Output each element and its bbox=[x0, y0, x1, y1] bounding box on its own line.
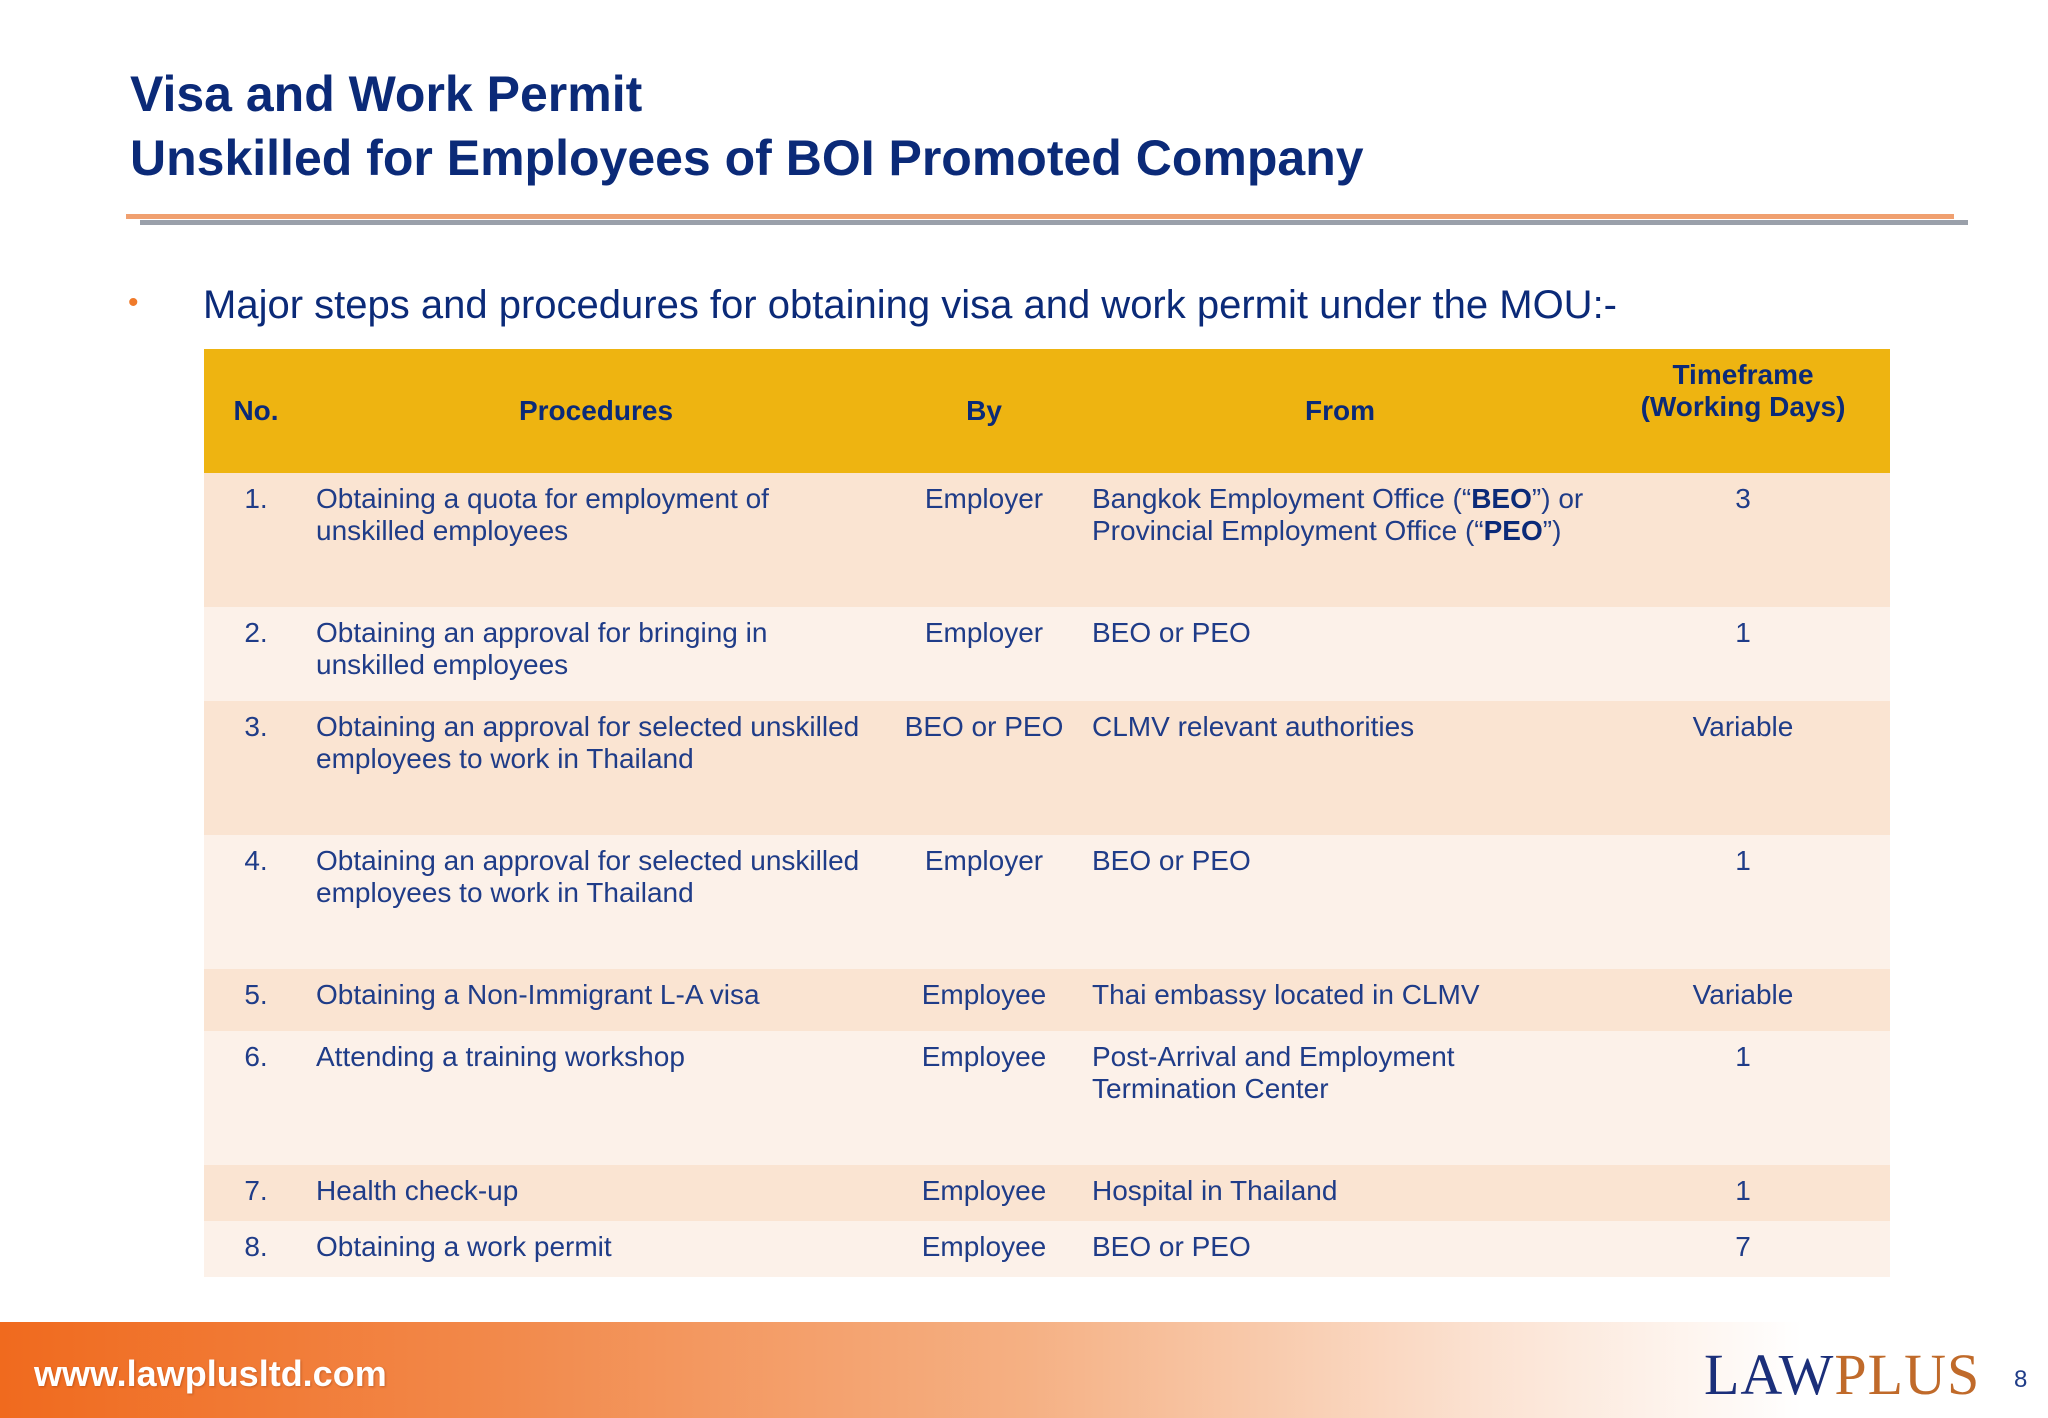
table-header-row bbox=[204, 349, 1890, 473]
row-procedure: Health check-up bbox=[308, 1165, 884, 1221]
row-by: Employer bbox=[884, 835, 1084, 969]
table-row bbox=[204, 835, 1890, 969]
slide-title bbox=[130, 62, 1364, 190]
table-row bbox=[204, 1221, 1890, 1277]
row-from: Post-Arrival and Employment Termination Center bbox=[1084, 1031, 1596, 1165]
row-number: 2. bbox=[204, 607, 308, 701]
page-number: 8 bbox=[2014, 1366, 2028, 1393]
row-procedure: Attending a training workshop bbox=[308, 1031, 884, 1165]
row-number: 3. bbox=[204, 701, 308, 835]
bullet-icon: • bbox=[128, 286, 139, 319]
header-by: By bbox=[884, 349, 1084, 473]
row-from: Bangkok Employment Office (“BEO”) or Provincial Employment Office (“PEO”) bbox=[1084, 473, 1596, 607]
row-timeframe: Variable bbox=[1596, 969, 1890, 1031]
logo-plus-text: PLUS bbox=[1834, 1342, 1981, 1407]
row-from: Thai embassy located in CLMV bbox=[1084, 969, 1596, 1031]
row-procedure: Obtaining an approval for selected unskilled employees to work in Thailand bbox=[308, 835, 884, 969]
header-timeframe-line1: Timeframe bbox=[1672, 359, 1814, 390]
row-number: 8. bbox=[204, 1221, 308, 1277]
table-row bbox=[204, 701, 1890, 835]
title-divider-gray bbox=[140, 220, 1968, 225]
row-timeframe: 3 bbox=[1596, 473, 1890, 607]
header-timeframe-line2: (Working Days) bbox=[1640, 391, 1846, 422]
row-number: 5. bbox=[204, 969, 308, 1031]
row-from: BEO or PEO bbox=[1084, 1221, 1596, 1277]
title-line-1: Visa and Work Permit bbox=[130, 66, 643, 122]
row-from: CLMV relevant authorities bbox=[1084, 701, 1596, 835]
table-body bbox=[204, 473, 1890, 1277]
table-row bbox=[204, 607, 1890, 701]
row-timeframe: 1 bbox=[1596, 1031, 1890, 1165]
procedures-table bbox=[204, 349, 1890, 1277]
row-by: BEO or PEO bbox=[884, 701, 1084, 835]
row-procedure: Obtaining an approval for bringing in unskilled employees bbox=[308, 607, 884, 701]
row-timeframe: 1 bbox=[1596, 1165, 1890, 1221]
row-by: Employee bbox=[884, 969, 1084, 1031]
table-row bbox=[204, 1165, 1890, 1221]
title-line-2: Unskilled for Employees of BOI Promoted Company bbox=[130, 130, 1364, 186]
row-procedure: Obtaining a work permit bbox=[308, 1221, 884, 1277]
row-procedure: Obtaining an approval for selected unskilled employees to work in Thailand bbox=[308, 701, 884, 835]
row-number: 7. bbox=[204, 1165, 308, 1221]
table-row bbox=[204, 1031, 1890, 1165]
row-number: 1. bbox=[204, 473, 308, 607]
table-row bbox=[204, 969, 1890, 1031]
row-from: BEO or PEO bbox=[1084, 607, 1596, 701]
row-by: Employee bbox=[884, 1031, 1084, 1165]
intro-text: Major steps and procedures for obtaining visa and work permit under the MOU:- bbox=[203, 283, 1618, 327]
row-by: Employer bbox=[884, 473, 1084, 607]
row-number: 6. bbox=[204, 1031, 308, 1165]
logo-law-text: LAW bbox=[1704, 1342, 1835, 1407]
row-by: Employer bbox=[884, 607, 1084, 701]
header-timeframe bbox=[1596, 349, 1890, 473]
website-url: www.lawplusltd.com bbox=[34, 1353, 387, 1394]
row-by: Employee bbox=[884, 1165, 1084, 1221]
row-number: 4. bbox=[204, 835, 308, 969]
table-row bbox=[204, 473, 1890, 607]
row-timeframe: 1 bbox=[1596, 607, 1890, 701]
title-divider-orange bbox=[126, 214, 1954, 219]
header-procedures: Procedures bbox=[308, 349, 884, 473]
row-timeframe: Variable bbox=[1596, 701, 1890, 835]
row-from: BEO or PEO bbox=[1084, 835, 1596, 969]
row-procedure: Obtaining a Non-Immigrant L-A visa bbox=[308, 969, 884, 1031]
header-from: From bbox=[1084, 349, 1596, 473]
row-timeframe: 1 bbox=[1596, 835, 1890, 969]
row-procedure: Obtaining a quota for employment of unskilled employees bbox=[308, 473, 884, 607]
header-no: No. bbox=[204, 349, 308, 473]
row-from: Hospital in Thailand bbox=[1084, 1165, 1596, 1221]
lawplus-logo bbox=[1704, 1342, 1980, 1408]
row-timeframe: 7 bbox=[1596, 1221, 1890, 1277]
row-by: Employee bbox=[884, 1221, 1084, 1277]
